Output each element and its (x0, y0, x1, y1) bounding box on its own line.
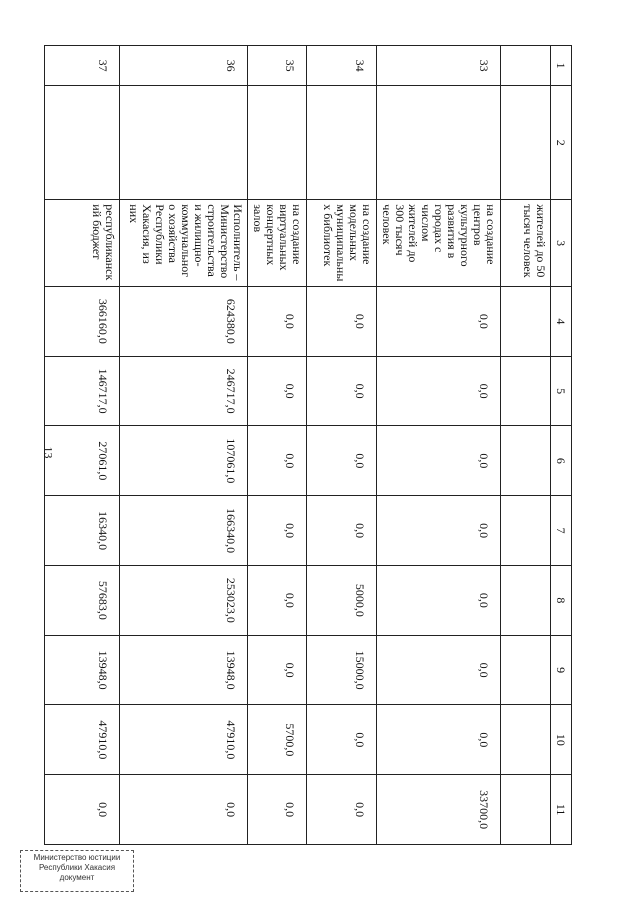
table-body (45, 46, 572, 845)
value-cell: 33700,0 (377, 775, 501, 845)
row-description-cell: на создание виртуальных концертных залов (248, 200, 307, 287)
value-cell (501, 426, 551, 496)
value-cell (501, 775, 551, 845)
value-cell: 0,0 (45, 775, 120, 845)
row-number-cell: 37 (45, 46, 120, 86)
value-cell: 0,0 (377, 356, 501, 426)
table-row (377, 46, 501, 845)
value-cell: 5000,0 (307, 565, 377, 635)
row-number-cell: 33 (377, 46, 501, 86)
value-cell: 5700,0 (248, 705, 307, 775)
value-cell: 253023,0 (120, 565, 248, 635)
value-cell: 0,0 (248, 496, 307, 566)
header-cell: 11 (551, 775, 572, 845)
row-number-cell (501, 46, 551, 86)
value-cell: 624380,0 (120, 286, 248, 356)
header-row (551, 46, 572, 845)
value-cell (307, 86, 377, 200)
value-cell: 0,0 (377, 286, 501, 356)
header-cell: 4 (551, 286, 572, 356)
value-cell: 47910,0 (120, 705, 248, 775)
value-cell: 107061,0 (120, 426, 248, 496)
row-number-cell: 35 (248, 46, 307, 86)
header-cell: 6 (551, 426, 572, 496)
value-cell (501, 705, 551, 775)
ministry-stamp (20, 850, 134, 892)
row-number-cell: 36 (120, 46, 248, 86)
budget-table (44, 45, 572, 845)
value-cell: 47910,0 (45, 705, 120, 775)
value-cell: 166340,0 (120, 496, 248, 566)
row-description-cell: на создание центров культурного развития в городах с числом жителей до 300 тысяч человек (377, 200, 501, 287)
stamp-line: Республики Хакасия (38, 863, 116, 872)
row-description-cell: Исполнитель – Министерство строительства и жилищно-коммунального хозяйства Республики Хакасия, из них (120, 200, 248, 287)
value-cell: 0,0 (377, 705, 501, 775)
value-cell: 0,0 (307, 775, 377, 845)
header-cell: 10 (551, 705, 572, 775)
value-cell: 0,0 (248, 565, 307, 635)
value-cell: 0,0 (307, 426, 377, 496)
value-cell (377, 86, 501, 200)
table-row (45, 46, 120, 845)
value-cell (120, 86, 248, 200)
value-cell: 16340,0 (45, 496, 120, 566)
row-description-cell: жителей до 50 тысяч человек (501, 200, 551, 287)
value-cell: 0,0 (248, 356, 307, 426)
header-cell: 3 (551, 200, 572, 287)
header-cell: 8 (551, 565, 572, 635)
row-description-cell: на создание модельных муниципальных библиотек (307, 200, 377, 287)
header-cell: 1 (551, 46, 572, 86)
value-cell (45, 86, 120, 200)
value-cell: 0,0 (377, 565, 501, 635)
value-cell: 0,0 (377, 635, 501, 705)
value-cell: 27061,0 (45, 426, 120, 496)
value-cell (248, 86, 307, 200)
value-cell: 0,0 (307, 286, 377, 356)
value-cell (501, 286, 551, 356)
row-description-cell: республиканский бюджет (45, 200, 120, 287)
value-cell (501, 635, 551, 705)
budget-table-rotated (90, 45, 572, 845)
value-cell: 146717,0 (45, 356, 120, 426)
value-cell (501, 86, 551, 200)
header-cell: 2 (551, 86, 572, 200)
value-cell: 0,0 (248, 286, 307, 356)
value-cell: 0,0 (120, 775, 248, 845)
value-cell: 15000,0 (307, 635, 377, 705)
header-cell: 9 (551, 635, 572, 705)
value-cell: 57683,0 (45, 565, 120, 635)
value-cell: 0,0 (307, 496, 377, 566)
value-cell: 13948,0 (45, 635, 120, 705)
value-cell: 366160,0 (45, 286, 120, 356)
value-cell: 0,0 (248, 775, 307, 845)
page-number: 13 (41, 446, 56, 459)
value-cell (501, 496, 551, 566)
value-cell (501, 565, 551, 635)
value-cell: 0,0 (248, 635, 307, 705)
table-row (307, 46, 377, 845)
table-row (248, 46, 307, 845)
value-cell: 246717,0 (120, 356, 248, 426)
row-number-cell: 34 (307, 46, 377, 86)
header-cell: 5 (551, 356, 572, 426)
value-cell: 0,0 (307, 705, 377, 775)
value-cell: 0,0 (377, 496, 501, 566)
value-cell: 0,0 (248, 426, 307, 496)
header-cell: 7 (551, 496, 572, 566)
stamp-line: документ (59, 873, 95, 882)
table-row (120, 46, 248, 845)
value-cell: 0,0 (377, 426, 501, 496)
value-cell: 0,0 (307, 356, 377, 426)
value-cell: 13948,0 (120, 635, 248, 705)
table-row (501, 46, 551, 845)
value-cell (501, 356, 551, 426)
stamp-line: Министерство юстиции (33, 853, 121, 862)
